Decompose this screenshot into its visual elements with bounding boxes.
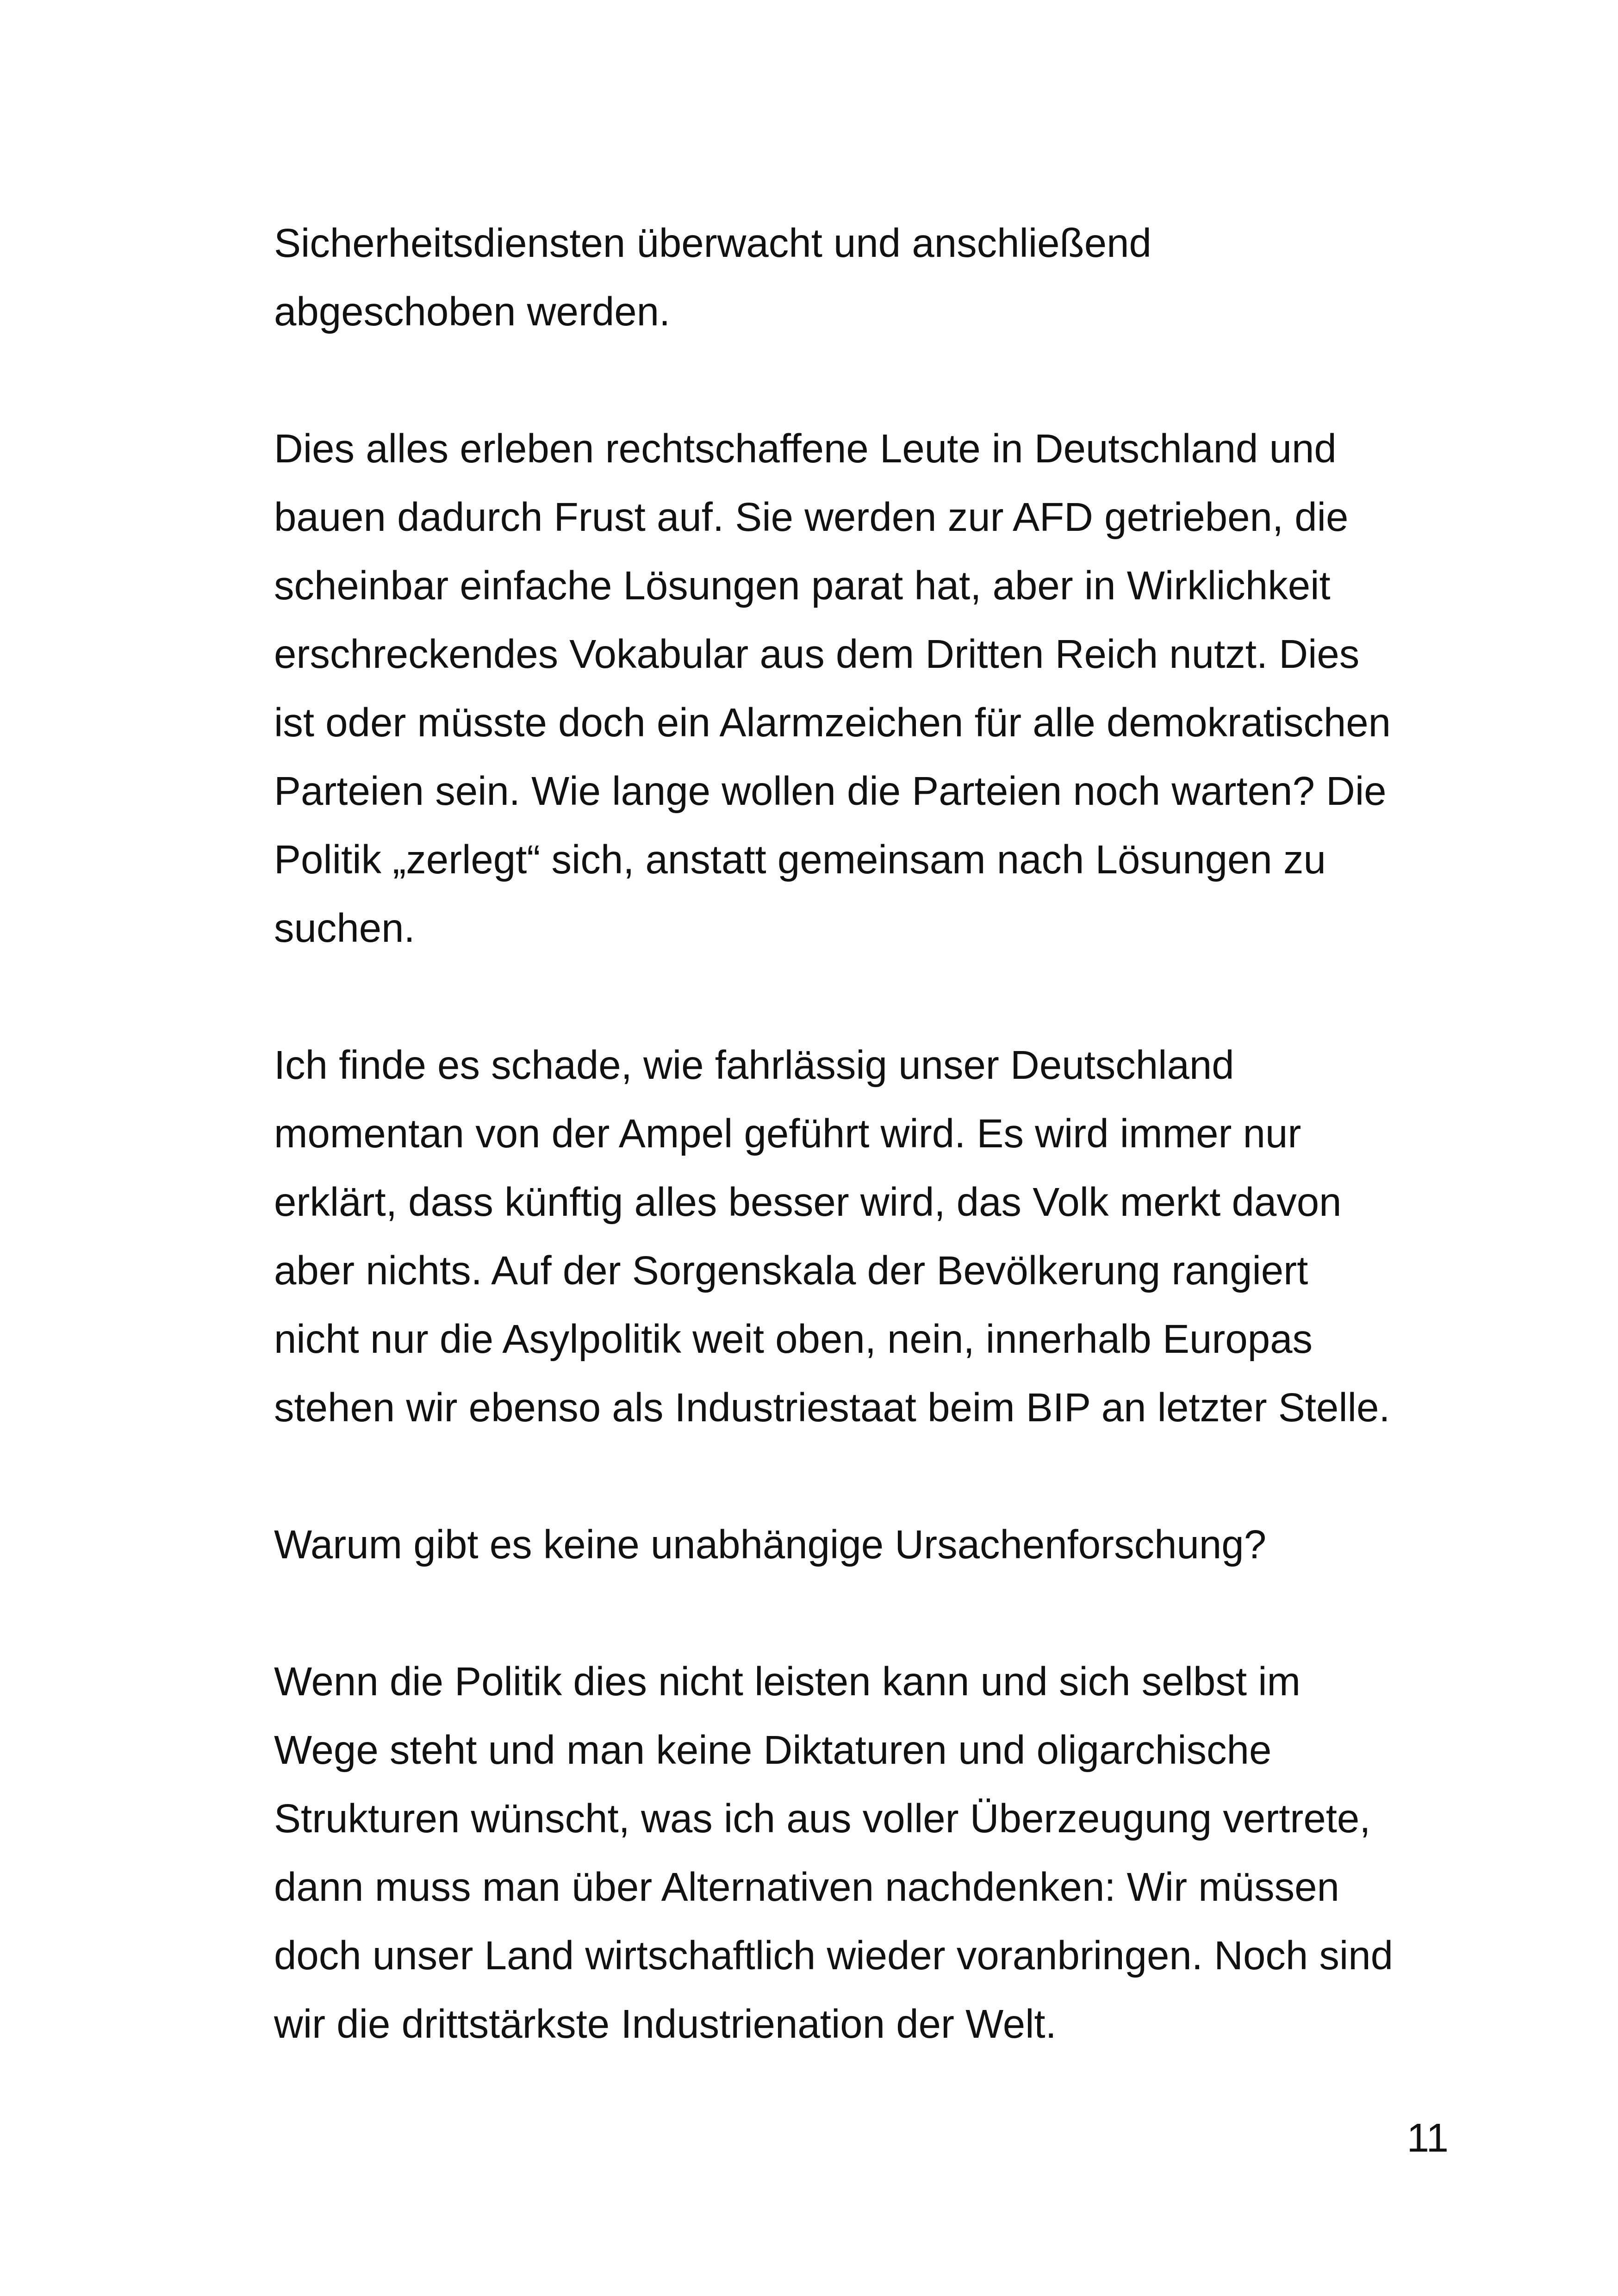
text-line: ist oder müsste doch ein Alarmzeichen für alle demokratischen: [274, 700, 1391, 745]
text-line: dann muss man über Alternativen nachdenken: Wir müssen: [274, 1865, 1339, 1910]
text-line: scheinbar einfache Lösungen parat hat, aber in Wirklichkeit: [274, 563, 1331, 608]
text-line: Warum gibt es keine unabhängige Ursachenforschung?: [274, 1522, 1267, 1567]
text-line: Strukturen wünscht, was ich aus voller Überzeugung vertrete,: [274, 1796, 1371, 1841]
text-line: abgeschoben werden.: [274, 289, 671, 334]
text-line: bauen dadurch Frust auf. Sie werden zur AFD getrieben, die: [274, 495, 1349, 540]
paragraph-spacer: [274, 1442, 1524, 1511]
text-line: momentan von der Ampel geführt wird. Es wird immer nur: [274, 1111, 1301, 1156]
text-line: nicht nur die Asylpolitik weit oben, nein, innerhalb Europas: [274, 1317, 1313, 1362]
text-line: Wenn die Politik dies nicht leisten kann und sich selbst im: [274, 1659, 1301, 1704]
text-line: Ich finde es schade, wie fahrlässig unser Deutschland: [274, 1043, 1234, 1088]
paragraph-3: [274, 1031, 1524, 1442]
text-line: suchen.: [274, 906, 415, 951]
text-line: stehen wir ebenso als Industriestaat beim BIP an letzter Stelle.: [274, 1385, 1390, 1430]
text-line: Wege steht und man keine Diktaturen und oligarchische: [274, 1728, 1272, 1773]
paragraph-5: [274, 1648, 1524, 2059]
text-line: Politik „zerlegt“ sich, anstatt gemeinsam nach Lösungen zu: [274, 837, 1326, 882]
text-line: wir die drittstärkste Industrienation der Welt.: [274, 2002, 1057, 2047]
text-line: Sicherheitsdiensten überwacht und anschließend: [274, 221, 1151, 266]
paragraph-spacer: [274, 963, 1524, 1031]
paragraph-spacer: [274, 1579, 1524, 1648]
text-line: Parteien sein. Wie lange wollen die Parteien noch warten? Die: [274, 769, 1387, 814]
body-text: [274, 209, 1524, 2059]
paragraph-spacer: [274, 346, 1524, 415]
text-line: aber nichts. Auf der Sorgenskala der Bevölkerung rangiert: [274, 1248, 1308, 1293]
paragraph-1: [274, 209, 1524, 346]
text-line: erklärt, dass künftig alles besser wird, das Volk merkt davon: [274, 1180, 1342, 1225]
paragraph-4: [274, 1511, 1524, 1579]
text-line: erschreckendes Vokabular aus dem Dritten Reich nutzt. Dies: [274, 632, 1360, 677]
paragraph-2: [274, 415, 1524, 963]
page-number: 11: [1406, 2116, 1449, 2160]
text-line: Dies alles erleben rechtschaffene Leute in Deutschland und: [274, 426, 1337, 471]
text-line: doch unser Land wirtschaftlich wieder voranbringen. Noch sind: [274, 1933, 1393, 1978]
